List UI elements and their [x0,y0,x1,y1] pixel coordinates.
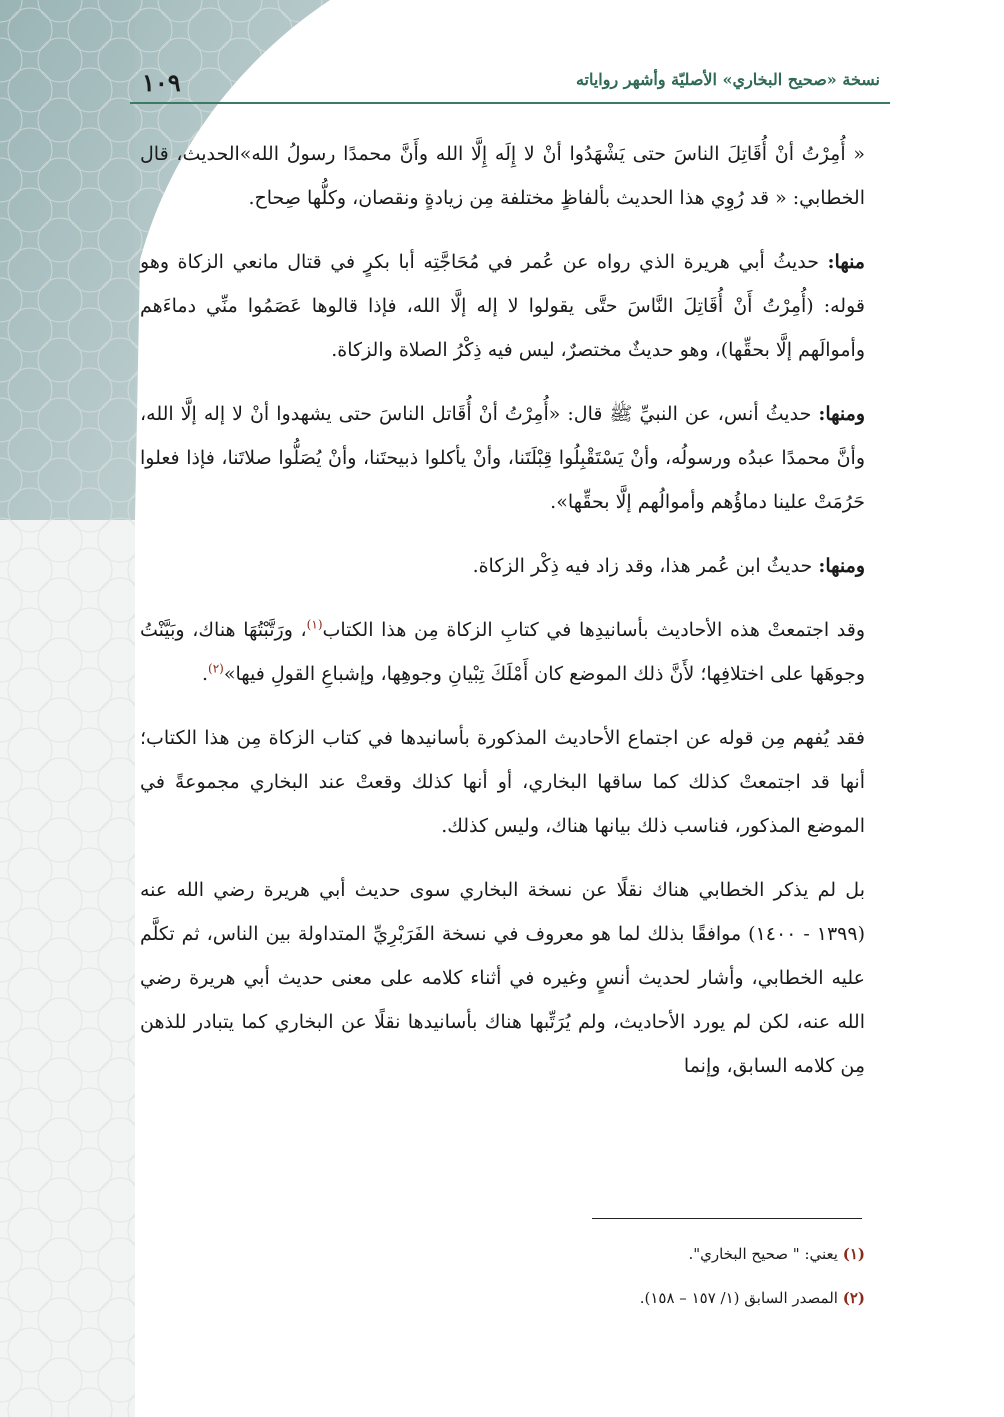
footnote-number: (١) [842,1245,865,1263]
paragraph-lead: ومنها: [818,403,865,425]
footnote-2 [140,1276,865,1320]
paragraph-text: وقد اجتمعتْ هذه الأحاديث بأسانيدِها في كتابِ الزكاة مِن هذا الكتاب [322,619,865,641]
paragraph-text-end: . [201,663,208,685]
header-rule [130,102,890,104]
page-header [130,66,890,100]
paragraph-text: « أُمِرْتُ أنْ أُقَاتِلَ الناسَ حتى يَشْهَدُوا أنْ لا إِلَه إِلَّا الله وأَنَّ محمدًا رسولُ الله»الحديث، قال الخطابي: « قد رُوِي هذا الحديث بألفاظٍ مختلفة مِن زيادةٍ ونقصان، وكلُّها صِحاح. [140,143,865,209]
paragraph-7 [140,868,865,1088]
footnote-ref-1[interactable]: (١) [306,617,323,632]
paragraph-6 [140,716,865,848]
paragraph-2 [140,240,865,372]
footnote-text: المصدر السابق (١/ ١٥٧ – ١٥٨). [639,1289,843,1307]
paragraph-text: حديثُ أنس، عن النبيِّ ﷺ قال: «أُمِرْتُ أنْ أُقَاتل الناسَ حتى يشهدوا أنْ لا إله إلَّا الله، وأنَّ محمدًا عبدُه ورسولُه، وأنْ يَسْتَقْبِلُوا قِبْلَتَنا، وأنْ يأكلوا ذبيحتَنا، وأنْ يُصَلُّوا صلاتَنا، فإذا فعلوا حَرُمَتْ علينا دماؤُهم وأموالُهم إلَّا بحقِّها». [140,403,865,513]
paragraph-5 [140,608,865,696]
paragraph-text: بل لم يذكر الخطابي هناك نقلًا عن نسخة البخاري سوى حديث أبي هريرة رضي الله عنه (١٣٩٩ - ١٤٠٠) موافقًا بذلك لما هو معروف في نسخة الفَرَبْرِيِّ المتداولة بين الناس، ثم تكلَّم عليه الخطابي، وأشار لحديث أنسٍ وغيره في أثناء كلامه على معنى حديث أبي هريرة رضي الله عنه، لكن لم يورد الأحاديث، ولم يُرَتِّبها هناك بأسانيدها نقلًا عن البخاري كما يتبادر للذهن مِن كلامه السابق، وإنما [140,879,865,1077]
footnote-number: (٢) [842,1289,865,1307]
running-title: نسخة «صحيح البخاري» الأصليّة وأشهر رواياته [575,70,880,89]
paragraph-1 [140,132,865,220]
footnotes [140,1232,865,1320]
paragraph-3 [140,392,865,524]
paragraph-text-tail: ، ورَتَّبْتُهَا هناك، وبَيَّنْتُ وجوهَها على اختلافِها؛ لأَنَّ ذلك الموضع كان أَمْلَكَ تِبْيانِ وجوهِها، وإشباعِ القولِ فيها» [140,619,865,685]
paragraph-4 [140,544,865,588]
footnote-rule [592,1218,862,1219]
paragraph-text: حديثُ ابن عُمر هذا، وقد زاد فيه ذِكْر الزكاة. [472,555,819,577]
page-number: ١٠٩ [142,68,181,97]
paragraph-lead: منها: [827,251,865,273]
footnote-ref-2[interactable]: (٢) [208,661,224,676]
paragraph-text: فقد يُفهم مِن قوله عن اجتماع الأحاديث المذكورة بأسانيدها في كتاب الزكاة مِن هذا الكتاب؛ أنها قد اجتمعتْ كذلك كما ساقها البخاري، أو أنها كذلك وقعتْ عند البخاري مجموعةً في الموضع المذكور، فناسب ذلك بيانها هناك، وليس كذلك. [140,727,865,837]
footnote-1 [140,1232,865,1276]
main-text [140,132,865,1108]
paragraph-text: حديثُ أبي هريرة الذي رواه عن عُمر في مُحَاجَّتِه أبا بكرٍ في قتال مانعي الزكاة وهو قوله: (أُمِرْتُ أَنْ أُقَاتِلَ النَّاسَ حتَّى يقولوا لا إله إلَّا الله، فإذا قالوها عَصَمُوا منِّي دماءَهم وأموالَهم إلَّا بحقِّها)، وهو حديثٌ مختصرٌ، ليس فيه ذِكْرُ الصلاة والزكاة. [140,251,865,361]
paragraph-lead: ومنها: [818,555,865,577]
footnote-text: يعني: " صحيح البخاري". [688,1245,843,1263]
